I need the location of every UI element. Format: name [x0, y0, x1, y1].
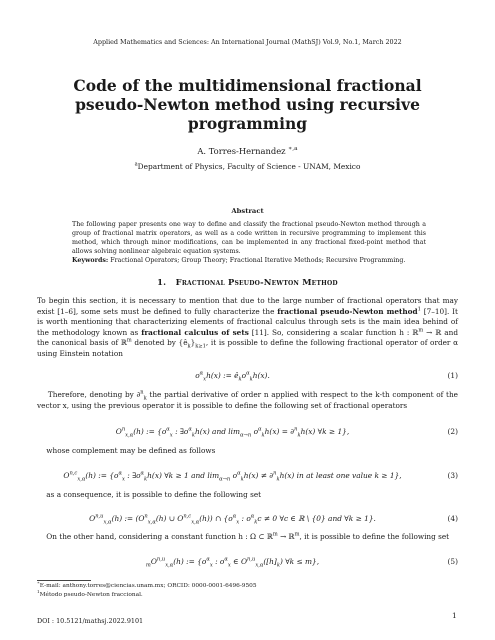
journal-header: Applied Mathematics and Sciences: An International Journal (MathSJ) Vol.9, No.1, March 2022	[93, 38, 402, 46]
affiliation-mark: a	[134, 161, 138, 168]
abstract-heading: Abstract	[231, 207, 264, 215]
abstract-text: The following paper presents one way to define and classify the fractional pseudo-Newton method through a group of fractional matrix operators, as well as a code written in recursive programming to implement this method, which through minor modifications, can be implemented in any fractional fixed-point method that allows solving nonlinear algebraic equation systems.	[72, 221, 426, 255]
term-fractional-calculus-of-sets: fractional calculus of sets	[141, 327, 249, 337]
section-heading	[0, 277, 495, 287]
footnote-method: $^1$Método pseudo-Newton fraccional.	[37, 589, 143, 598]
keywords-label: Keywords:	[72, 257, 109, 264]
equation-number: (3)	[447, 471, 458, 480]
affiliation	[0, 162, 495, 171]
footnote-rule	[37, 580, 91, 581]
affiliation-text: Department of Physics, Faculty of Science - UNAM, Mexico	[137, 162, 361, 171]
section-title: Fractional Pseudo-Newton Method	[175, 277, 338, 287]
footnote-email: ∗E-mail: anthony.torres@ciencias.unam.mx; ORCID: 0000-0001-6496-9505	[37, 580, 257, 589]
keywords-text: Fractional Operators; Group Theory; Fractional Iterative Methods; Recursive Programming.	[110, 257, 406, 264]
section-number: 1.	[157, 277, 167, 287]
author-line	[0, 146, 495, 156]
equation-number: (1)	[447, 371, 458, 380]
term-fractional-pseudo-newton: fractional pseudo-Newton method	[277, 306, 418, 316]
paper-page: Applied Mathematics and Sciences: An International Journal (MathSJ) Vol.9, No.1, March 2022 Code of the multidimensional fractional pseudo-Newton method using recursive programming A. Torres-Hernandez $^{∗,a}$ $^a$Department of Physics, Faculty of Science - UNAM, Mexico Abstract The following paper presents one way to define and classify the fractional pseudo-Newton method through a group of fractional matrix operators, as well as a code written in recursive programming to implement this method, which through minor modifications, can be implemented in any fractional fixed-point method that allows solving nonlinear algebraic equation systems. Keywords: Fractional Operators; Group Theory; Fractional Iterative Methods; Recursive Programming. 1. Fractional Pseudo-Newton Method To begin this section, it is necessary to mention that due to the large number of fractional operators that may exist [1–6], some sets must be defined to fully characterize the fractional pseudo-Newton method$^1$ [7–10]. It is worth mentioning that characterizing elements of fractional calculus through sets is the main idea behind of the methodology known as fractional calculus of sets [11]. So, considering a scalar function h : ℝ$^m$ → ℝ and the canonical basis of ℝ$^m$ denoted by $\{ê_k\}_{k\ge 1}$, it is possible to define the following fractional operator of order α using Einstein notation $o^\alpha_xh(x)$ := $ê_ko^\alpha_kh(x)$. (1) Therefore, denoting by ∂$^n_k$ the partial derivative of order n applied with respect to the k-th component of the vector x, using the previous operator it is possible to define the following set of fractional operators $O^n_{x,\alpha}(h)$ := {$o^\alpha_x$ : $\exists o^\alpha_kh(x)$ and $\lim_{\alpha\to n} o^\alpha_kh(x) = \partial^n_kh(x)$ ∀k ≥ 1}, (2) whose complement may be defined as follows O$^{n,c}_{x,\alpha}$(h) := {$o^\alpha_x$ : $\exists o^\alpha_kh(x)$ ∀k ≥ 1 and $\lim_{\alpha\to n} o^\alpha_kh(x) \ne \partial^n_kh(x)$ in at least one value k ≥ 1}, (3) as a consequence, it is possible to define the following set O$^{n,u}_{x,\alpha}$(h) := ($O^n_{x,\alpha}(h)$ ∪ O$^{n,c}_{x,\alpha}$(h)) ∩ {$o^\alpha_x$ : $o^\alpha_kc \ne 0$ ∀c ∈ ℝ \ {0} and ∀k ≥ 1}. (4) On the other hand, considering a constant function h : Ω ⊂ ℝ$^m$ → ℝ$^m$, it is possible to define the following set $_mO^{n,u}_{x,\alpha}(h)$ := {$o^\alpha_x$ : $o^\alpha_x$ ∈ $O^{n,u}_{x,\alpha}([h]_k)$ ∀k ≤ m}, (5) ∗E-mail: anthony.torres@ciencias.unam.mx; ORCID: 0000-0001-6496-9505 $^1$Método pseudo-Newton fraccional. 1 DOI : 10.5121/mathsj.2022.9101	[0, 0, 495, 640]
author-marks: ∗,a	[288, 146, 298, 153]
paragraph-5: On the other hand, considering a constant function h : Ω ⊂ ℝ$^m$ → ℝ$^m$, it is possible to define the following set	[46, 531, 450, 541]
paragraph-4: as a consequence, it is possible to define the following set	[46, 490, 262, 499]
paper-title: Code of the multidimensional fractional pseudo-Newton method using recursive programming	[73, 76, 422, 133]
equation-number: (2)	[447, 427, 458, 436]
equation-number: (5)	[447, 557, 458, 566]
author-name: A. Torres-Hernandez	[197, 146, 286, 156]
paragraph-3: whose complement may be defined as follows	[46, 446, 216, 455]
paragraph-2: Therefore, denoting by ∂$^n_k$ the partial derivative of order n applied with respect to the k-th component of the vector x, using the previous operator it is possible to define the following set of fractional operators	[37, 389, 458, 410]
page-number: 1	[452, 611, 457, 620]
doi: DOI : 10.5121/mathsj.2022.9101	[37, 617, 144, 625]
keywords	[72, 257, 426, 266]
paragraph-1: To begin this section, it is necessary to mention that due to the large number of fractional operators that may exist [1–6], some sets must be defined to fully characterize the fractional pseudo-Newton method$^1$ [7–10]. It is worth mentioning that characterizing elements of fractional calculus through sets is the main idea behind of the methodology known as fractional calculus of sets [11]. So, considering a scalar function h : ℝ$^m$ → ℝ and the canonical basis of ℝ$^m$ denoted by $\{ê_k\}_{k\ge 1}$, it is possible to define the following fractional operator of order α using Einstein notation	[37, 296, 459, 358]
equation-number: (4)	[447, 514, 458, 523]
